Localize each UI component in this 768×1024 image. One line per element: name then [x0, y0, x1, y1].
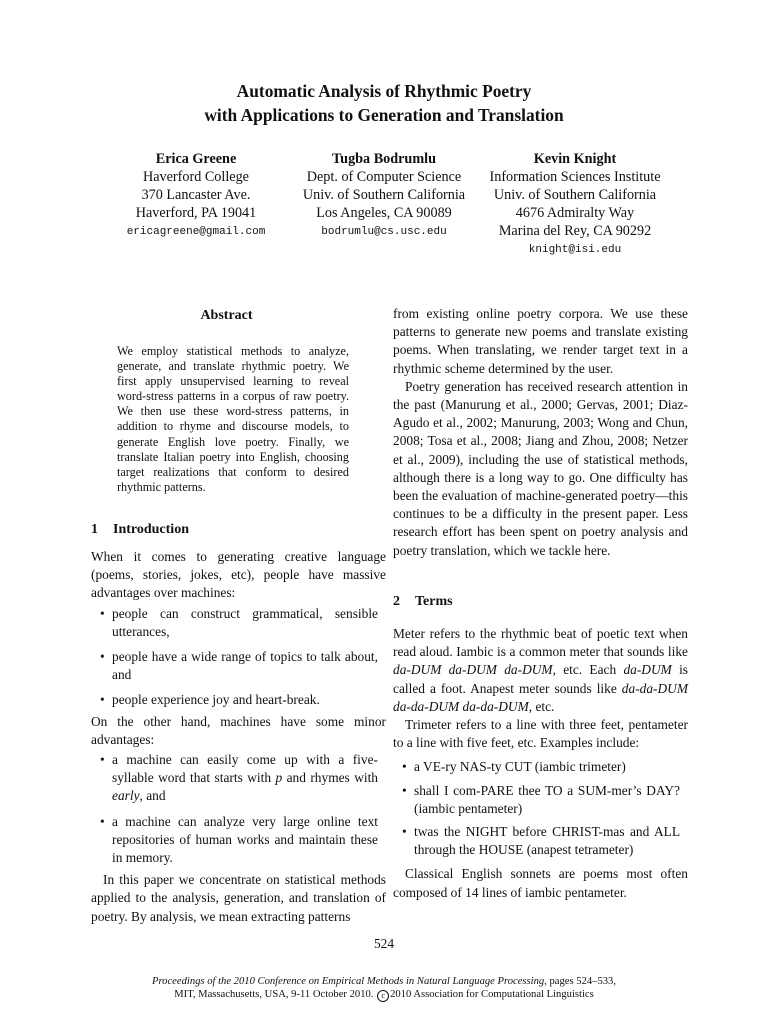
- advantages-machines-list: [91, 751, 386, 867]
- footer-venue: Proceedings of the 2010 Conference on Empirical Methods in Natural Language Processing: [151, 976, 545, 987]
- right-column-bottom: [393, 625, 688, 902]
- author-affiliation: Haverford College: [143, 169, 249, 185]
- meter-example: da-DUM da-DUM da-DUM: [393, 662, 553, 678]
- list-item-text: and rhymes with: [282, 770, 378, 786]
- section-1-heading: [91, 522, 189, 538]
- meter-example: da-da-DUM da-da-DUM da-da-DUM: [393, 680, 688, 714]
- author-affiliation: Univ. of Southern California: [493, 187, 657, 203]
- page-number: 524: [373, 936, 395, 951]
- terms-paragraph-1: [393, 625, 688, 716]
- title-line-1: Automatic Analysis of Rhythmic Poetry: [236, 81, 532, 101]
- advantages-people-list: [91, 605, 386, 710]
- footer-location: MIT, Massachusetts, USA, 9-11 October 2010.: [174, 988, 374, 1000]
- section-title: Introduction: [113, 522, 189, 537]
- list-item: • twas the NIGHT before CHRIST-mas and ALL through the HOUSE (anapest tetrameter): [393, 823, 680, 859]
- list-item: • people can construct grammatical, sensible utterances,: [91, 605, 378, 641]
- list-item-emphasis: p: [275, 770, 283, 786]
- footer: [0, 976, 768, 1002]
- author-address: 370 Lancaster Ave.: [141, 187, 251, 203]
- author-address: Los Angeles, CA 90089: [316, 205, 452, 221]
- right-paragraph-2: Poetry generation has received research attention in the past (Manurung et al., 2000; Gervas, 2001; Diaz-Agudo et al., 2002; Manurung, 2003; Wong and Chun, 2008; Tosa et al., 2008; Jiang and Zhou, 2008; Netzer et al., 2009), including the use of statistical methods, although there is a long way to go. One difficulty has been the evaluation of machine-generated poetry—this continues to be a difficulty in the present paper. Less research effort has been spent on poetry analysis and poetry translation, which we tackle here.: [393, 378, 688, 558]
- footer-copyright: 2010 Association for Computational Linguistics: [390, 988, 594, 1000]
- list-item: [91, 751, 378, 806]
- right-column-top: [393, 305, 688, 560]
- author-block-1: [96, 150, 296, 242]
- author-affiliation: Information Sciences Institute: [489, 169, 661, 185]
- list-item-text: a machine can easily come up with a five-syllable word that starts with: [112, 752, 378, 786]
- author-block-3: [470, 150, 680, 260]
- intro-paragraph-2: On the other hand, machines have some minor advantages:: [91, 713, 386, 747]
- intro-paragraph-3: In this paper we concentrate on statistical methods applied to the analysis, generation, and translation of poetry. By analysis, we mean extracting patterns: [91, 872, 386, 924]
- author-name: Kevin Knight: [533, 151, 617, 167]
- title-line-2: with Applications to Generation and Translation: [204, 105, 564, 125]
- terms-paragraph-3: Classical English sonnets are poems most often composed of 14 lines of iambic pentameter.: [393, 866, 688, 900]
- terms-text: , etc.: [528, 698, 555, 714]
- abstract-text: We employ statistical methods to analyze, generate, and translate rhythmic poetry. We first apply unsupervised learning to reveal word-stress patterns in a corpus of raw poetry. We then use these word-stress patterns, in addition to rhyme and discourse models, to generate English love poetry. Finally, we translate Italian poetry into English, choosing target realizations that conform to desired rhythmic patterns.: [117, 344, 349, 494]
- abstract-heading: Abstract: [200, 308, 253, 323]
- left-column: [91, 548, 386, 926]
- author-email[interactable]: bodrumlu@cs.usc.edu: [321, 226, 447, 238]
- list-item: • a machine can analyze very large online text repositories of human works and maintain these in memory.: [91, 813, 378, 868]
- terms-paragraph-2: Trimeter refers to a line with three feet, pentameter to a line with five feet, etc. Examples include:: [393, 717, 688, 751]
- list-item-emphasis: early: [112, 788, 140, 804]
- section-2-heading: [393, 594, 453, 610]
- list-item: • people have a wide range of topics to talk about, and: [91, 648, 378, 684]
- list-item: • people experience joy and heart-break.: [91, 691, 378, 709]
- list-item: • a VE-ry NAS-ty CUT (iambic trimeter): [393, 758, 680, 776]
- meter-examples-list: [393, 758, 688, 859]
- terms-text: is called a foot. Anapest meter sounds like: [393, 662, 689, 696]
- author-block-2: [284, 150, 484, 242]
- footer-pages: , pages 524–533,: [544, 976, 616, 987]
- footer-line-2: [0, 989, 768, 1002]
- footer-line-1: [0, 976, 768, 989]
- section-number: 2: [393, 594, 400, 609]
- section-number: 1: [91, 522, 98, 537]
- author-address: Marina del Rey, CA 90292: [498, 223, 652, 239]
- meter-example: da-DUM: [623, 662, 672, 678]
- author-address: 4676 Admiralty Way: [515, 205, 635, 221]
- author-name: Erica Greene: [155, 151, 237, 167]
- list-item-text: , and: [139, 788, 166, 804]
- author-email[interactable]: knight@isi.edu: [528, 244, 622, 256]
- list-item: • shall I com-PARE thee TO a SUM-mer’s DAY? (iambic pentameter): [393, 782, 680, 818]
- paper-title: [0, 79, 768, 127]
- terms-text: Meter refers to the rhythmic beat of poetic text when read aloud. Iambic is a common meter that sounds like: [393, 626, 688, 660]
- author-email[interactable]: ericagreene@gmail.com: [126, 226, 266, 238]
- right-paragraph-1: from existing online poetry corpora. We use these patterns to generate new poems and translate existing poems. When translating, we render target text in a rhythmic scheme determined by the user.: [393, 306, 688, 376]
- terms-text: , etc. Each: [552, 662, 624, 678]
- copyright-icon: c: [377, 990, 389, 1002]
- author-address: Haverford, PA 19041: [135, 205, 257, 221]
- intro-paragraph-1: When it comes to generating creative language (poems, stories, jokes, etc), people have massive advantages over machines:: [91, 549, 386, 601]
- author-affiliation: Dept. of Computer Science: [306, 169, 462, 185]
- section-title: Terms: [415, 594, 453, 609]
- author-affiliation: Univ. of Southern California: [302, 187, 466, 203]
- author-name: Tugba Bodrumlu: [332, 151, 436, 167]
